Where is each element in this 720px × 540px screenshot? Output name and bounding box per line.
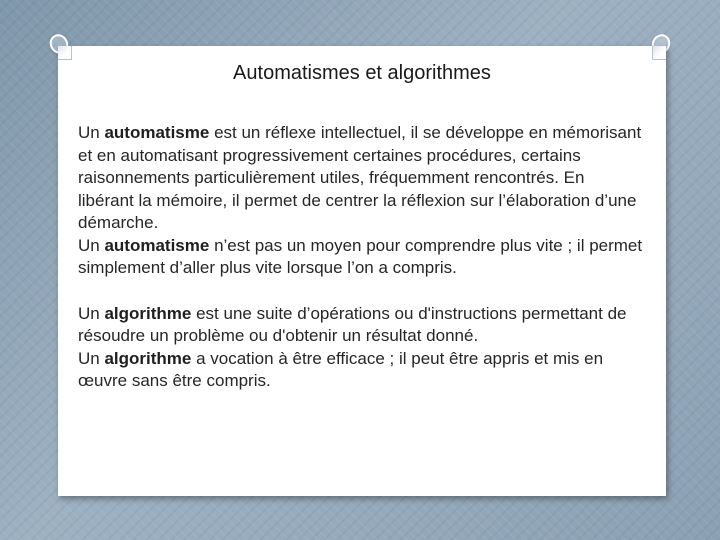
paragraph-automatisme-1 xyxy=(78,122,643,235)
paragraph-text: Un xyxy=(78,235,105,255)
paragraph-text: a vocation à être efficace ; il peut être appris et mis en œuvre sans être compris. xyxy=(78,348,604,390)
paragraph-text: Un xyxy=(78,348,105,368)
paragraph-text: Un xyxy=(78,303,105,323)
keyword-automatisme: automatisme xyxy=(104,123,210,142)
paragraph-algorithme-2 xyxy=(78,348,643,393)
paragraph-text: n’est pas un moyen pour comprendre plus vite ; il permet simplement d’aller plus vite lorsque l’on a compris. xyxy=(78,235,643,277)
paragraph-text: Un xyxy=(78,123,105,142)
paragraph-text: est un réflexe intellectuel, il se développe en mémorisant et en automatisant progressivement certaines procédures, certains raisonnements particulièrement utiles, fréquemment rencontrés. En libérant la mémoire, il permet de centrer la réflexion sur l’élaboration d’une démarche. xyxy=(78,123,642,232)
paper-fold-left xyxy=(58,46,72,60)
paragraph-algorithme-1 xyxy=(78,303,643,348)
slide-body xyxy=(78,122,643,393)
keyword-automatisme: automatisme xyxy=(104,235,210,255)
slide-title: Automatismes et algorithmes xyxy=(233,62,491,84)
paragraph-automatisme-2 xyxy=(78,235,643,280)
keyword-algorithme: algorithme xyxy=(104,348,192,368)
paragraph-text: est une suite d’opérations ou d'instructions permettant de résoudre un problème ou d'obtenir un résultat donné. xyxy=(78,303,627,345)
paper-fold-right xyxy=(652,46,666,60)
keyword-algorithme: algorithme xyxy=(104,303,192,323)
